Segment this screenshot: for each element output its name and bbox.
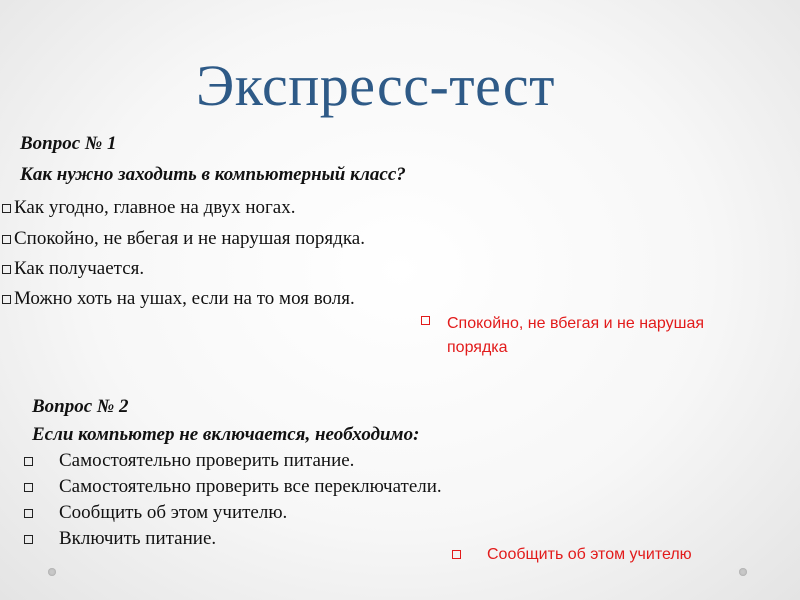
q2-option-label: Включить питание. [59, 528, 217, 549]
q1-answer [421, 312, 704, 360]
checkbox-icon[interactable] [2, 235, 11, 244]
checkbox-icon[interactable] [24, 535, 33, 544]
decorative-dot-icon [739, 568, 747, 576]
q2-option-label: Самостоятельно проверить все переключатели. [59, 476, 442, 497]
q2-option-4[interactable] [24, 528, 216, 550]
q2-option-1[interactable] [24, 450, 354, 472]
q2-option-label: Сообщить об этом учителю. [59, 502, 288, 523]
checkbox-icon[interactable] [2, 204, 11, 213]
q1-option-label: Как угодно, главное на двух ногах. [14, 197, 296, 218]
q2-number: Вопрос № 2 [32, 396, 129, 417]
q1-option-2[interactable] [2, 228, 365, 250]
q2-option-2[interactable] [24, 476, 442, 498]
q1-question: Как нужно заходить в компьютерный класс? [20, 164, 406, 185]
q1-number: Вопрос № 1 [20, 133, 117, 154]
checkbox-icon [452, 550, 461, 559]
q2-option-3[interactable] [24, 502, 287, 524]
q2-question: Если компьютер не включается, необходимо: [32, 424, 420, 445]
q1-answer-line1: Спокойно, не вбегая и не нарушая [447, 315, 705, 332]
decorative-dot-icon [48, 568, 56, 576]
q1-answer-line2: порядка [447, 339, 508, 356]
checkbox-icon[interactable] [2, 295, 11, 304]
checkbox-icon[interactable] [24, 457, 33, 466]
slide-title: Экспресс-тест [196, 53, 555, 118]
q1-option-1[interactable] [2, 197, 295, 219]
q2-answer-text: Сообщить об этом учителю [487, 546, 692, 563]
q1-option-label: Спокойно, не вбегая и не нарушая порядка. [14, 228, 365, 249]
q2-option-label: Самостоятельно проверить питание. [59, 450, 355, 471]
checkbox-icon[interactable] [2, 265, 11, 274]
q1-option-label: Можно хоть на ушах, если на то моя воля. [14, 288, 355, 309]
checkbox-icon[interactable] [24, 483, 33, 492]
q1-option-3[interactable] [2, 258, 144, 280]
checkbox-icon[interactable] [24, 509, 33, 518]
q2-answer [452, 546, 692, 564]
checkbox-icon [421, 316, 430, 325]
q1-option-label: Как получается. [14, 258, 145, 279]
q1-option-4[interactable] [2, 288, 355, 310]
